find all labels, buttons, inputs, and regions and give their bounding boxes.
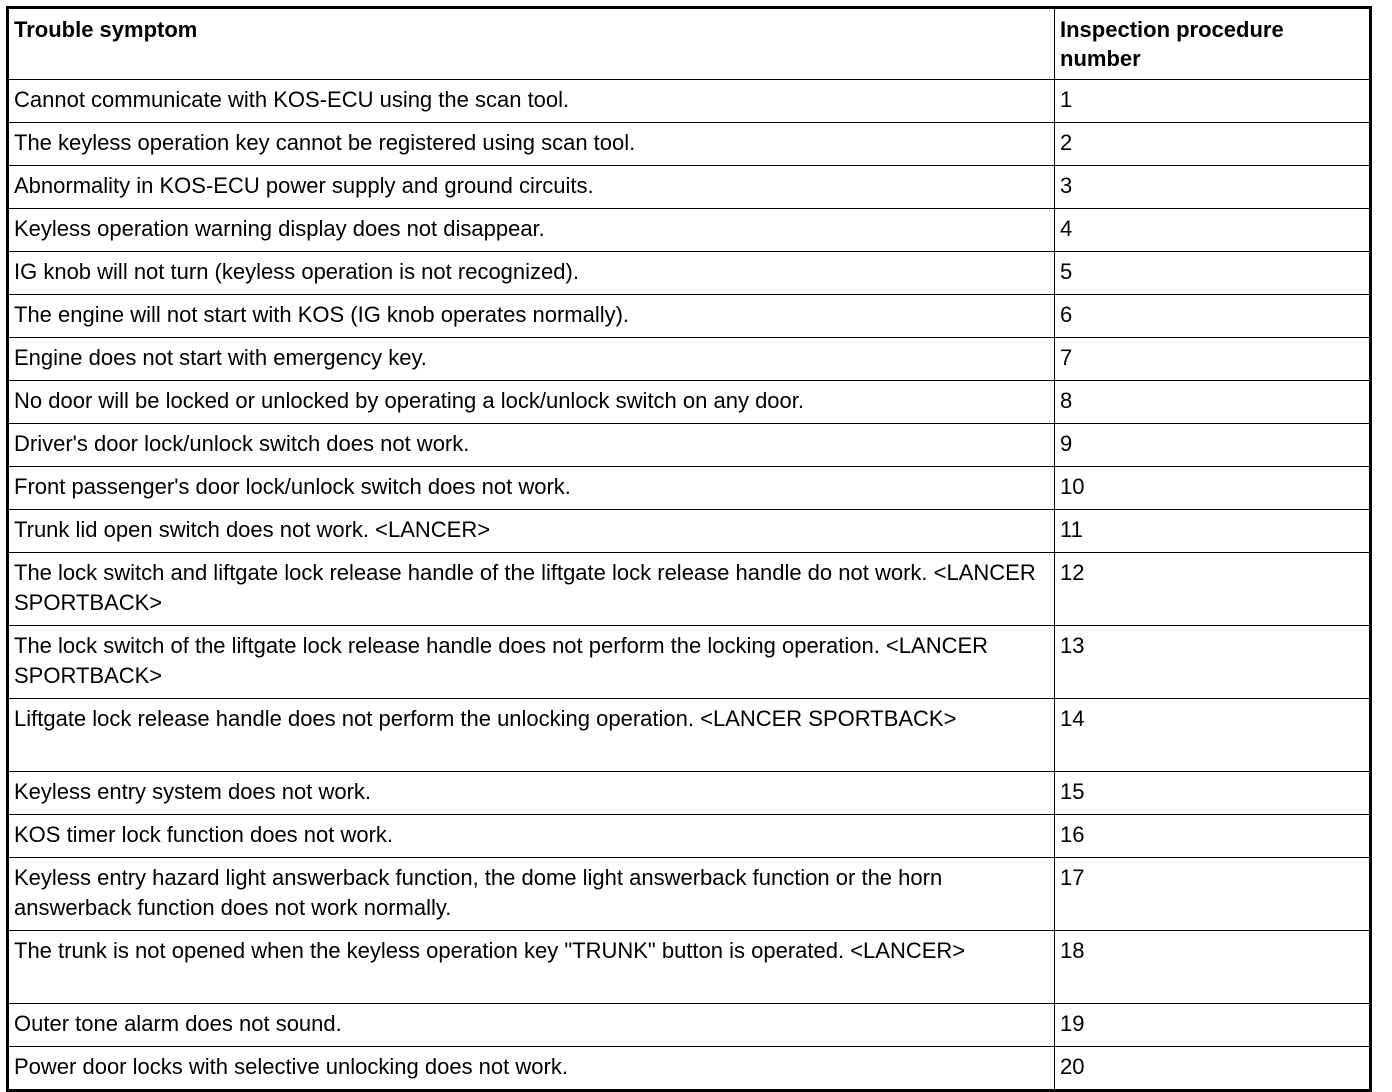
symptom-cell: Front passenger's door lock/unlock switch does not work. — [8, 467, 1055, 510]
procedure-number-cell: 17 — [1055, 858, 1371, 931]
table-row — [8, 381, 1371, 424]
table-row — [8, 467, 1371, 510]
procedure-number-cell: 19 — [1055, 1004, 1371, 1047]
procedure-number-cell: 20 — [1055, 1047, 1371, 1091]
table-row — [8, 815, 1371, 858]
table-row — [8, 295, 1371, 338]
header-inspection-procedure-number: Inspection procedure number — [1055, 8, 1371, 80]
table-row — [8, 424, 1371, 467]
symptom-cell: The lock switch and liftgate lock release handle of the liftgate lock release handle do not work. <LANCER SPORTBACK> — [8, 553, 1055, 626]
table-row — [8, 123, 1371, 166]
symptom-cell: Engine does not start with emergency key. — [8, 338, 1055, 381]
table-row — [8, 553, 1371, 626]
table-row — [8, 252, 1371, 295]
table-row — [8, 626, 1371, 699]
table-row — [8, 931, 1371, 1004]
procedure-number-cell: 6 — [1055, 295, 1371, 338]
header-row — [8, 8, 1371, 80]
procedure-number-cell: 13 — [1055, 626, 1371, 699]
table-row — [8, 1047, 1371, 1091]
trouble-symptom-table — [6, 6, 1372, 1092]
symptom-cell: KOS timer lock function does not work. — [8, 815, 1055, 858]
procedure-number-cell: 5 — [1055, 252, 1371, 295]
procedure-number-cell: 10 — [1055, 467, 1371, 510]
procedure-number-cell: 1 — [1055, 80, 1371, 123]
symptom-cell: IG knob will not turn (keyless operation is not recognized). — [8, 252, 1055, 295]
symptom-cell: Outer tone alarm does not sound. — [8, 1004, 1055, 1047]
procedure-number-cell: 12 — [1055, 553, 1371, 626]
procedure-number-cell: 7 — [1055, 338, 1371, 381]
symptom-cell: Cannot communicate with KOS-ECU using the scan tool. — [8, 80, 1055, 123]
symptom-cell: The lock switch of the liftgate lock release handle does not perform the locking operation. <LANCER SPORTBACK> — [8, 626, 1055, 699]
symptom-cell: The trunk is not opened when the keyless operation key "TRUNK" button is operated. <LANCER> — [8, 931, 1055, 1004]
symptom-cell: The engine will not start with KOS (IG knob operates normally). — [8, 295, 1055, 338]
procedure-number-cell: 11 — [1055, 510, 1371, 553]
header-trouble-symptom: Trouble symptom — [8, 8, 1055, 80]
procedure-number-cell: 14 — [1055, 699, 1371, 772]
table-row — [8, 699, 1371, 772]
table-row — [8, 80, 1371, 123]
table-row — [8, 772, 1371, 815]
symptom-cell: Keyless entry hazard light answerback function, the dome light answerback function or the horn answerback function does not work normally. — [8, 858, 1055, 931]
symptom-cell: Trunk lid open switch does not work. <LANCER> — [8, 510, 1055, 553]
symptom-cell: Liftgate lock release handle does not perform the unlocking operation. <LANCER SPORTBACK> — [8, 699, 1055, 772]
symptom-cell: Keyless entry system does not work. — [8, 772, 1055, 815]
procedure-number-cell: 15 — [1055, 772, 1371, 815]
symptom-cell: Keyless operation warning display does not disappear. — [8, 209, 1055, 252]
table-row — [8, 166, 1371, 209]
table-row — [8, 338, 1371, 381]
procedure-number-cell: 18 — [1055, 931, 1371, 1004]
symptom-cell: Abnormality in KOS-ECU power supply and ground circuits. — [8, 166, 1055, 209]
symptom-cell: Driver's door lock/unlock switch does not work. — [8, 424, 1055, 467]
procedure-number-cell: 8 — [1055, 381, 1371, 424]
procedure-number-cell: 9 — [1055, 424, 1371, 467]
symptom-cell: No door will be locked or unlocked by operating a lock/unlock switch on any door. — [8, 381, 1055, 424]
symptom-cell: Power door locks with selective unlocking does not work. — [8, 1047, 1055, 1091]
symptom-cell: The keyless operation key cannot be registered using scan tool. — [8, 123, 1055, 166]
table-row — [8, 1004, 1371, 1047]
table-row — [8, 510, 1371, 553]
table-row — [8, 858, 1371, 931]
procedure-number-cell: 16 — [1055, 815, 1371, 858]
table-row — [8, 209, 1371, 252]
procedure-number-cell: 3 — [1055, 166, 1371, 209]
procedure-number-cell: 4 — [1055, 209, 1371, 252]
procedure-number-cell: 2 — [1055, 123, 1371, 166]
